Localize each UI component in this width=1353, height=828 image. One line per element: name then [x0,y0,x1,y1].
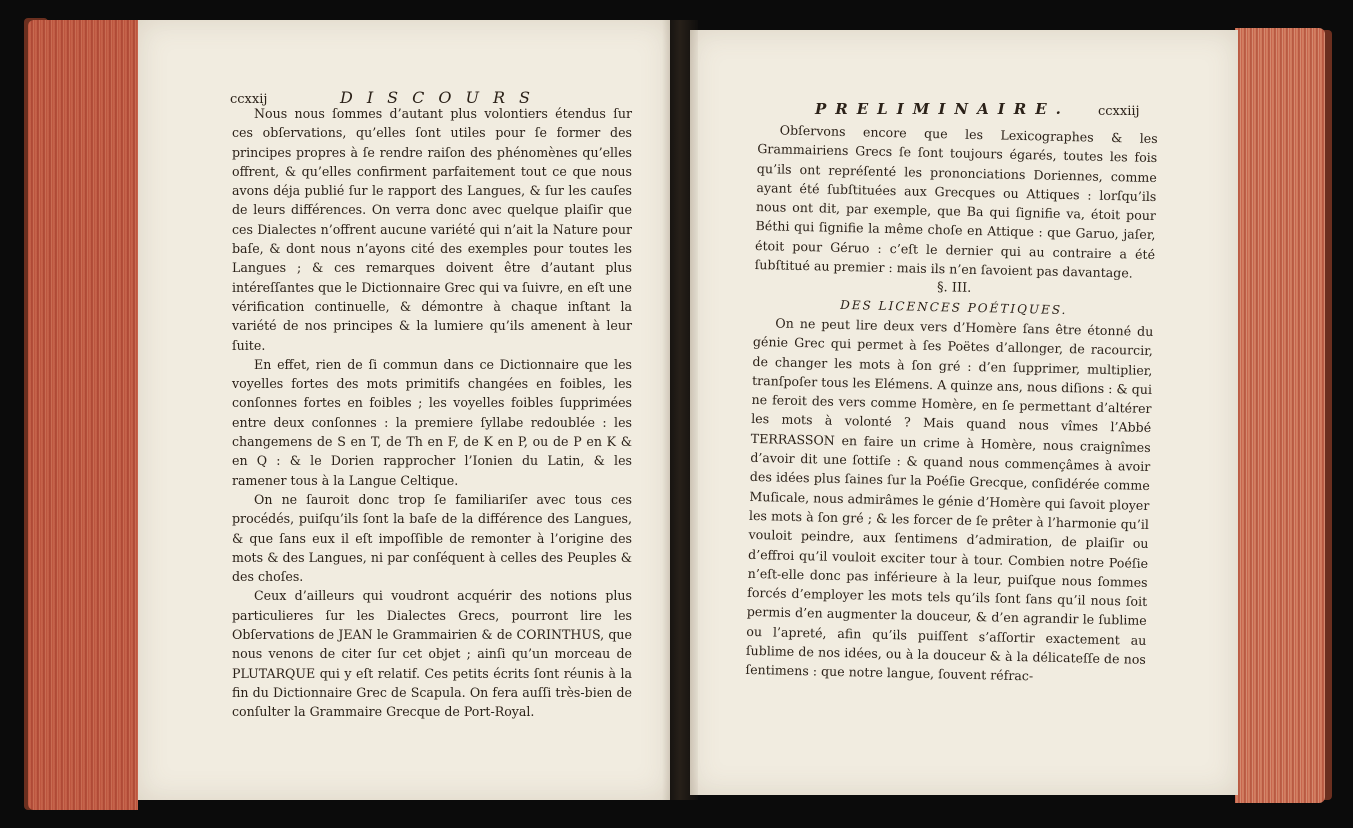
right-running-head: PRELIMINAIRE. [815,100,1070,118]
page-edges-left [28,20,138,810]
left-paragraph-1: Nous nous ſommes d’autant plus volontiers étendus ſur ces obſervations, qu’elles ſont utiles pour ſe former des principes propres à ſe rendre raiſon des phénomènes qu’elles offrent, & qu’elles confirment parfaitement tout ce que nous avons déja publié ſur le rapport des Langues, & ſur les cauſes de leurs différences. On verra donc avec quelque plaiſir que ces Dialectes n’offrent aucune variété qui n’ait la Nature pour baſe, & dont nous n’ayons cité des exemples pour toutes les Langues ; & ces remarques doivent être d’autant plus intéreſſantes que le Dictionnaire Grec qui va ſuivre, en eſt une vérification continuelle, & démontre à chaque inſtant la variété de nos principes & la lumiere qu’ils amenent à leur ſuite. [232,106,632,353]
left-paragraph-2: En effet, rien de ſi commun dans ce Dictionnaire que les voyelles fortes des mots primitifs changées en foibles, les conſonnes fortes en foibles ; les voyelles foibles ſupprimées entre deux conſonnes : la premiere ſyllabe redoublée : les changemens de S en T, de Th en F, de K en P, ou de P en K & en Q : & le Dorien rapprocher l’Ionien du Latin, & les ramener tous à la Langue Celtique. [232,356,632,488]
left-page-text [232,104,632,722]
right-page-text [745,120,1158,689]
page-edges-right [1235,28,1325,803]
section-title: DES LICENCES POÉTIQUES. [840,297,1068,317]
section-number: §. III. [936,280,972,297]
right-body-paragraph: On ne peut lire deux vers d’Homère ſans être étonné du génie Grec qui permet à ſes Poëtes d’allonger, de racourcir, de changer les mots à ſon gré : d’en ſupprimer, multiplier, tranſpoſer tous les Elémens. A quinze ans, nous diſions : & qui ne feroit des vers comme Homère, en ſe permettant d’altérer les mots à volonté ? Mais quand nous vîmes l’Abbé TERRASSON en faire un crime à Homère, nous craignîmes d’avoir dit une ſottiſe : & quand nous commençâmes à avoir des idées plus ſaines ſur la Poéſie Grecque, conſidérée comme Muſicale, nous admirâmes le génie d’Homère qui ſavoit ployer les mots à ſon gré ; & les forcer de ſe prêter à l’harmonie qu’il vouloit peindre, aux ſentimens d’admiration, de plaiſir ou d’effroi qu’il vouloit exciter tour à tour. Combien notre Poéſie n’eſt-elle donc pas inférieure à la leur, puiſque nous ſommes forcés d’employer les mots tels qu’ils ſont ſans qu’il nous ſoit permis d’en augmenter la douceur, & d’en agrandir le ſublime ou l’apreté, afin qu’ils puiſſent s’aſſortir exactement au ſublime de nos idées, ou à la douceur & à la délicateſſe de nos ſentimens : que notre langue, ſouvent réfrac- [745,315,1154,684]
left-running-head: DISCOURS [340,88,544,107]
right-page-number: ccxxiij [1098,104,1140,119]
right-intro-paragraph: Obſervons encore que les Lexicographes & les Grammairiens Grecs ſe ſont toujours égarés, toutes les fois qu’ils ont repréſenté les prononciations Doriennes, comme ayant été ſubſtituées aux Grecques ou Attiques : lorſqu’ils nous ont dit, par exemple, que Ba qui ſignifie va, étoit pour Béthi qui ſignifie la même choſe en Attique : que Garuo, jaſer, étoit pour Géruo : c’eſt le dernier qui au contraire a été ſubſtitué au premier : mais ils n’en ſavoient pas davantage. [754,122,1158,281]
book-gutter [662,20,698,800]
left-paragraph-4: Ceux d’ailleurs qui voudront acquérir des notions plus particulieres ſur les Dialectes Grecs, pourront lire les Obſervations de JEAN le Grammairien & de CORINTHUS, que nous venons de citer ſur cet objet ; ainſi qu’un morceau de PLUTARQUE qui y eſt relatif. Ces petits écrits ſont réunis à la fin du Dictionnaire Grec de Scapula. On fera auſſi très-bien de conſulter la Grammaire Grecque de Port-Royal. [232,588,632,720]
left-page-number: ccxxij [230,92,268,107]
left-paragraph-3: On ne ſauroit donc trop ſe familiariſer avec tous ces procédés, puiſqu’ils ſont la baſe de la différence des Langues, & que ſans eux il eſt impoſſible de remonter à l’origine des mots & des Langues, ni par conſéquent à celles des Peuples & des choſes. [232,491,632,585]
